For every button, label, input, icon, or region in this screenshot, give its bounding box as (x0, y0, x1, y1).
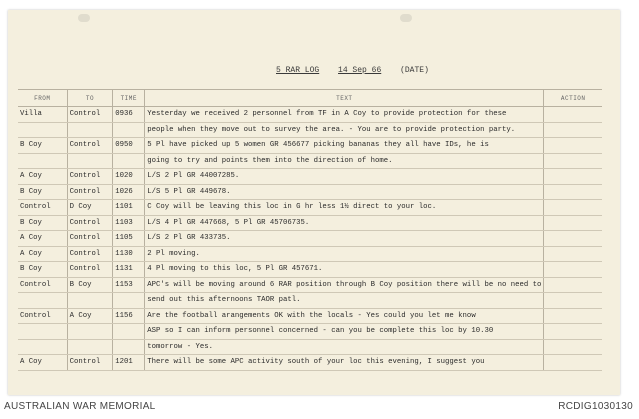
text-cell: Are the football arangements OK with the locals - Yes could you let me know (145, 308, 544, 324)
action-cell (544, 308, 602, 324)
action-cell (544, 200, 602, 216)
sheet-header (276, 66, 443, 75)
to-cell: Control (67, 184, 113, 200)
text-cell: There will be some APC activity south of your loc this evening, I suggest you (145, 355, 544, 371)
text-cell: APC's will be moving around 6 RAR position through B Coy position there will be no need to (145, 277, 544, 293)
action-cell (544, 339, 602, 355)
time-cell: 1201 (113, 355, 145, 371)
from-cell: Villa (18, 107, 67, 123)
table-row (18, 122, 602, 138)
table-row (18, 277, 602, 293)
text-cell: people when they move out to survey the area. - You are to provide protection party. (145, 122, 544, 138)
from-cell: Control (18, 200, 67, 216)
table-row (18, 339, 602, 355)
action-cell (544, 169, 602, 185)
time-cell: 1020 (113, 169, 145, 185)
col-text: TEXT (145, 90, 544, 107)
to-cell: Control (67, 262, 113, 278)
to-cell: Control (67, 231, 113, 247)
to-cell (67, 153, 113, 169)
from-cell: B Coy (18, 184, 67, 200)
log-date: 14 Sep 66 (338, 66, 382, 75)
text-cell: going to try and points them into the direction of home. (145, 153, 544, 169)
table-row (18, 246, 602, 262)
time-cell: 0936 (113, 107, 145, 123)
action-cell (544, 293, 602, 309)
from-cell (18, 339, 67, 355)
to-cell: B Coy (67, 277, 113, 293)
to-cell: Control (67, 107, 113, 123)
table-row (18, 215, 602, 231)
from-cell (18, 122, 67, 138)
time-cell: 0950 (113, 138, 145, 154)
from-cell: B Coy (18, 262, 67, 278)
to-cell: Control (67, 169, 113, 185)
text-cell: 5 Pl have picked up 5 women GR 456677 picking bananas they all have IDs, he is (145, 138, 544, 154)
from-cell (18, 153, 67, 169)
to-cell: Control (67, 246, 113, 262)
log-sheet (8, 10, 620, 395)
text-cell: 4 Pl moving to this loc, 5 Pl GR 457671. (145, 262, 544, 278)
archive-credit: AUSTRALIAN WAR MEMORIAL (4, 401, 156, 412)
time-cell (113, 324, 145, 340)
from-cell: A Coy (18, 231, 67, 247)
table-row (18, 138, 602, 154)
time-cell: 1101 (113, 200, 145, 216)
from-cell: B Coy (18, 138, 67, 154)
action-cell (544, 246, 602, 262)
from-cell: B Coy (18, 215, 67, 231)
punch-hole (400, 14, 412, 22)
time-cell: 1026 (113, 184, 145, 200)
to-cell: Control (67, 215, 113, 231)
text-cell: send out this afternoons TAOR patl. (145, 293, 544, 309)
table-row (18, 153, 602, 169)
unit-name: 5 RAR LOG (276, 66, 320, 75)
text-cell: C Coy will be leaving this loc in G hr less 1½ direct to your loc. (145, 200, 544, 216)
action-cell (544, 262, 602, 278)
to-cell (67, 339, 113, 355)
to-cell (67, 122, 113, 138)
table-row (18, 231, 602, 247)
text-cell: tomorrow - Yes. (145, 339, 544, 355)
time-cell: 1103 (113, 215, 145, 231)
from-cell: Control (18, 277, 67, 293)
action-cell (544, 153, 602, 169)
action-cell (544, 184, 602, 200)
time-cell: 1156 (113, 308, 145, 324)
table-row (18, 200, 602, 216)
to-cell: Control (67, 355, 113, 371)
table-row (18, 262, 602, 278)
from-cell (18, 293, 67, 309)
date-label: (DATE) (400, 66, 429, 75)
time-cell: 1130 (113, 246, 145, 262)
text-cell: L/S 5 Pl GR 449678. (145, 184, 544, 200)
time-cell (113, 153, 145, 169)
to-cell: D Coy (67, 200, 113, 216)
table-row (18, 184, 602, 200)
action-cell (544, 231, 602, 247)
table-row (18, 293, 602, 309)
table-row (18, 308, 602, 324)
time-cell: 1105 (113, 231, 145, 247)
col-from: FROM (18, 90, 67, 107)
log-table (18, 89, 602, 371)
punch-hole (78, 14, 90, 22)
to-cell: A Coy (67, 308, 113, 324)
time-cell: 1153 (113, 277, 145, 293)
time-cell (113, 122, 145, 138)
text-cell: 2 Pl moving. (145, 246, 544, 262)
action-cell (544, 107, 602, 123)
to-cell: Control (67, 138, 113, 154)
action-cell (544, 324, 602, 340)
from-cell: A Coy (18, 355, 67, 371)
from-cell: A Coy (18, 169, 67, 185)
table-row (18, 324, 602, 340)
text-cell: L/S 4 Pl GR 447668, 5 Pl GR 45706735. (145, 215, 544, 231)
to-cell (67, 293, 113, 309)
text-cell: ASP so I can inform personnel concerned - can you be complete this loc by 10.30 (145, 324, 544, 340)
action-cell (544, 355, 602, 371)
to-cell (67, 324, 113, 340)
time-cell: 1131 (113, 262, 145, 278)
action-cell (544, 215, 602, 231)
action-cell (544, 138, 602, 154)
col-action: ACTION (544, 90, 602, 107)
from-cell: A Coy (18, 246, 67, 262)
col-to: TO (67, 90, 113, 107)
archive-id: RCDIG1030130 (558, 401, 633, 412)
time-cell (113, 339, 145, 355)
table-row (18, 107, 602, 123)
action-cell (544, 277, 602, 293)
column-header-row (18, 90, 602, 107)
text-cell: L/S 2 Pl GR 44007285. (145, 169, 544, 185)
table-row (18, 355, 602, 371)
text-cell: L/S 2 Pl GR 433735. (145, 231, 544, 247)
action-cell (544, 122, 602, 138)
table-row (18, 169, 602, 185)
text-cell: Yesterday we received 2 personnel from TF in A Coy to provide protection for these (145, 107, 544, 123)
from-cell: Control (18, 308, 67, 324)
time-cell (113, 293, 145, 309)
from-cell (18, 324, 67, 340)
col-time: TIME (113, 90, 145, 107)
